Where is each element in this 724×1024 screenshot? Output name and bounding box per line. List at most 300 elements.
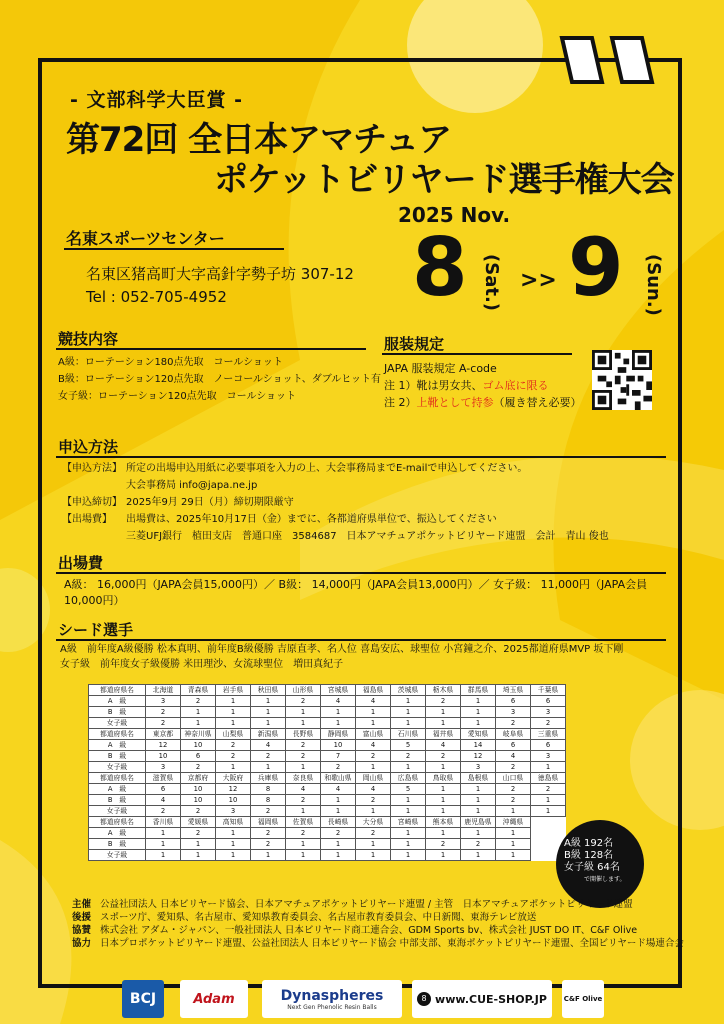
seeds-line-1: A級 前年度A級優勝 松本真明、前年度B級優勝 吉原直孝、名人位 喜島安広、球聖位 小宮鐘之介、2025都道府県MVP 坂下剛 bbox=[60, 644, 624, 655]
credit-label: 主催 bbox=[72, 899, 92, 910]
seeds-line-2: 女子級 前年度女子級優勝 米田理沙、女流球聖位 増田真紀子 bbox=[60, 659, 344, 670]
row-label-cell: 女子級 bbox=[89, 762, 146, 773]
total-w: 女子級 64名 bbox=[564, 862, 620, 873]
table-cell: 福井県 bbox=[426, 729, 461, 740]
table-cell: 2 bbox=[146, 806, 181, 817]
application-deadline-row bbox=[62, 494, 672, 511]
table-cell: 2 bbox=[496, 718, 531, 729]
table-cell: 1 bbox=[461, 828, 496, 839]
dress-underline bbox=[382, 353, 572, 355]
table-header-row bbox=[89, 685, 566, 696]
table-cell: 2 bbox=[496, 762, 531, 773]
table-cell: 1 bbox=[426, 784, 461, 795]
table-cell: 2 bbox=[391, 751, 426, 762]
table-cell: 6 bbox=[531, 696, 566, 707]
table-cell: 高知県 bbox=[216, 817, 251, 828]
dyna-sub: Next Gen Phenolic Resin Balls bbox=[287, 1003, 377, 1011]
table-cell: 3 bbox=[461, 762, 496, 773]
eight-ball-icon: 8 bbox=[417, 992, 431, 1006]
table-cell: 1 bbox=[356, 707, 391, 718]
table-cell: 1 bbox=[391, 806, 426, 817]
table-cell: 青森県 bbox=[181, 685, 216, 696]
table-cell: 4 bbox=[321, 784, 356, 795]
table-cell: 4 bbox=[321, 696, 356, 707]
table-row bbox=[89, 762, 566, 773]
table-cell: 1 bbox=[321, 795, 356, 806]
dynaspheres-logo[interactable] bbox=[262, 980, 402, 1018]
table-cell: 1 bbox=[286, 850, 321, 861]
table-cell: 1 bbox=[286, 762, 321, 773]
table-row bbox=[89, 828, 566, 839]
table-cell: 1 bbox=[181, 850, 216, 861]
adam-logo[interactable]: Adam bbox=[180, 980, 248, 1018]
total-b: B級 128名 bbox=[564, 850, 614, 861]
table-cell: 1 bbox=[216, 850, 251, 861]
table-cell: 2 bbox=[356, 751, 391, 762]
table-cell: 神奈川県 bbox=[181, 729, 216, 740]
table-cell: 1 bbox=[146, 828, 181, 839]
table-cell: 10 bbox=[216, 795, 251, 806]
table-cell: 大阪府 bbox=[216, 773, 251, 784]
cueshop-text: www.CUE-SHOP.JP bbox=[435, 992, 547, 1006]
total-note: で開催します。 bbox=[584, 876, 626, 883]
table-cell: 1 bbox=[461, 850, 496, 861]
date-year-month: 2025 Nov. bbox=[398, 203, 511, 227]
quota-table bbox=[88, 684, 566, 861]
date-day-2: 9 bbox=[568, 221, 624, 314]
application-fee-row bbox=[62, 511, 672, 528]
table-cell: 長崎県 bbox=[321, 817, 356, 828]
cueshop-logo[interactable] bbox=[412, 980, 552, 1018]
table-cell: 奈良県 bbox=[286, 773, 321, 784]
table-cell: 1 bbox=[216, 762, 251, 773]
title-line-2: ポケットビリヤード選手権大会 bbox=[214, 160, 674, 200]
table-cell: 1 bbox=[496, 806, 531, 817]
fees-text: A級： 16,000円（JAPA会員15,000円）／ B級： 14,000円（JAPA会員13,000円）／ 女子級： 11,000円（JAPA会員10,000円） bbox=[64, 578, 648, 607]
credit-text: 日本プロポケットビリヤード連盟、公益社団法人 日本ビリヤード協会 中部支部、東海ポケットビリヤード連盟、全国ビリヤード場連合会 bbox=[100, 938, 684, 949]
table-cell: 12 bbox=[216, 784, 251, 795]
dress-note-2-prefix: 注 2） bbox=[384, 396, 417, 409]
seeds-heading: シード選手 bbox=[58, 621, 134, 639]
table-cell: 1 bbox=[321, 839, 356, 850]
table-cell: 千葉県 bbox=[531, 685, 566, 696]
table-cell: 2 bbox=[426, 839, 461, 850]
table-cell: 8 bbox=[251, 795, 286, 806]
table-cell: 1 bbox=[426, 762, 461, 773]
table-row bbox=[89, 784, 566, 795]
table-cell: 2 bbox=[251, 828, 286, 839]
table-cell: 1 bbox=[461, 718, 496, 729]
dress-block bbox=[384, 360, 584, 411]
table-cell: 山形県 bbox=[286, 685, 321, 696]
table-cell: 1 bbox=[426, 828, 461, 839]
table-cell: 滋賀県 bbox=[146, 773, 181, 784]
row-label-cell: 都道府県名 bbox=[89, 817, 146, 828]
fees-underline bbox=[56, 572, 666, 574]
table-cell: 鳥取県 bbox=[426, 773, 461, 784]
table-cell: 3 bbox=[531, 751, 566, 762]
dress-heading: 服装規定 bbox=[384, 335, 445, 353]
table-cell: 4 bbox=[251, 740, 286, 751]
table-cell: 2 bbox=[286, 795, 321, 806]
table-cell: 2 bbox=[461, 839, 496, 850]
application-deadline-text: 2025年9月 29日（月）締切期限厳守 bbox=[126, 497, 294, 508]
table-cell: 愛知県 bbox=[461, 729, 496, 740]
table-cell: 10 bbox=[321, 740, 356, 751]
table-cell: 6 bbox=[531, 740, 566, 751]
cf-olive-logo[interactable]: C&F Olive bbox=[562, 980, 604, 1018]
competition-line: B級：ローテーション120点先取 ノーコールショット、ダブルヒット有 bbox=[58, 374, 381, 385]
table-cell: 1 bbox=[321, 707, 356, 718]
application-bank: 三菱UFJ銀行 植田支店 普通口座 3584687 日本アマチュアポケットビリヤード連盟 会計 青山 俊也 bbox=[126, 531, 609, 542]
credit-label: 後援 bbox=[72, 912, 92, 923]
seeds-block bbox=[60, 642, 680, 672]
table-row bbox=[89, 839, 566, 850]
application-method-text: 所定の出場申込用紙に必要事項を入力の上、大会事務局までE-mailで申込してください。 bbox=[126, 463, 528, 474]
table-row bbox=[89, 751, 566, 762]
table-cell: 4 bbox=[356, 696, 391, 707]
table-cell: 2 bbox=[286, 828, 321, 839]
table-cell: 1 bbox=[251, 707, 286, 718]
table-cell: 2 bbox=[426, 696, 461, 707]
table-cell: 2 bbox=[531, 784, 566, 795]
row-label-cell: A 級 bbox=[89, 828, 146, 839]
bcj-logo[interactable]: BCJ bbox=[122, 980, 164, 1018]
table-row bbox=[89, 806, 566, 817]
table-row bbox=[89, 850, 566, 861]
table-cell: 8 bbox=[251, 784, 286, 795]
table-cell: 2 bbox=[356, 795, 391, 806]
table-cell: 1 bbox=[496, 828, 531, 839]
credit-row bbox=[72, 924, 692, 937]
competition-line: A級：ローテーション180点先取 コールショット bbox=[58, 357, 283, 368]
table-cell: 1 bbox=[181, 839, 216, 850]
table-cell: 1 bbox=[321, 850, 356, 861]
row-label-cell: 都道府県名 bbox=[89, 685, 146, 696]
table-cell: 1 bbox=[146, 839, 181, 850]
table-cell: 岩手県 bbox=[216, 685, 251, 696]
row-label-cell: A 級 bbox=[89, 784, 146, 795]
date-dow-1: (Sat.) bbox=[481, 254, 502, 312]
table-cell: 1 bbox=[251, 696, 286, 707]
application-method-label: 【申込方法】 bbox=[62, 463, 122, 474]
table-cell: 富山県 bbox=[356, 729, 391, 740]
title-line-1: 第72回 全日本アマチュア bbox=[66, 120, 452, 160]
row-label-cell: 女子級 bbox=[89, 718, 146, 729]
table-cell bbox=[531, 817, 566, 828]
venue-name: 名東スポーツセンター bbox=[66, 229, 225, 248]
table-cell: 2 bbox=[321, 762, 356, 773]
table-cell: 1 bbox=[426, 707, 461, 718]
table-cell: 1 bbox=[531, 762, 566, 773]
table-cell: 2 bbox=[216, 751, 251, 762]
dress-note-2 bbox=[384, 394, 584, 411]
table-cell: 4 bbox=[146, 795, 181, 806]
table-cell: 福岡県 bbox=[251, 817, 286, 828]
row-label-cell: B 級 bbox=[89, 795, 146, 806]
table-header-row bbox=[89, 729, 566, 740]
table-cell: 1 bbox=[146, 850, 181, 861]
table-cell: 2 bbox=[286, 696, 321, 707]
credits-block bbox=[72, 898, 692, 950]
row-label-cell: 女子級 bbox=[89, 850, 146, 861]
table-cell: 新潟県 bbox=[251, 729, 286, 740]
application-deadline-label: 【申込締切】 bbox=[62, 497, 122, 508]
row-label-cell: 女子級 bbox=[89, 806, 146, 817]
table-cell: 4 bbox=[426, 740, 461, 751]
table-cell: 2 bbox=[251, 839, 286, 850]
table-cell: 徳島県 bbox=[531, 773, 566, 784]
table-row bbox=[89, 718, 566, 729]
credit-text: 公益社団法人 日本ビリヤード協会、日本アマチュアポケットビリヤード連盟 / 主管 日本アマチュアポケットビリヤード連盟 bbox=[100, 899, 633, 910]
table-cell: 京都府 bbox=[181, 773, 216, 784]
credit-label: 協力 bbox=[72, 938, 92, 949]
table-cell: 2 bbox=[286, 740, 321, 751]
table-cell: 6 bbox=[496, 740, 531, 751]
table-cell: 2 bbox=[356, 828, 391, 839]
table-cell: 1 bbox=[321, 718, 356, 729]
table-cell: 山口県 bbox=[496, 773, 531, 784]
table-cell: 1 bbox=[461, 707, 496, 718]
table-cell: 4 bbox=[286, 784, 321, 795]
total-a: A級 192名 bbox=[564, 838, 614, 849]
dyna-name: Dynaspheres bbox=[280, 987, 384, 1004]
table-cell: 1 bbox=[286, 718, 321, 729]
table-cell: 1 bbox=[216, 839, 251, 850]
application-heading: 申込方法 bbox=[58, 438, 119, 456]
table-cell: 1 bbox=[356, 850, 391, 861]
credit-text: 株式会社 アダム・ジャパン、一般社団法人 日本ビリヤード商工連合会、GDM Sports bv、株式会社 JUST DO IT、C&F Olive bbox=[100, 925, 638, 936]
table-cell: 福島県 bbox=[356, 685, 391, 696]
table-cell: 6 bbox=[181, 751, 216, 762]
award-label: - 文部科学大臣賞 - bbox=[70, 89, 244, 111]
table-cell: 2 bbox=[286, 751, 321, 762]
table-cell: 宮崎県 bbox=[391, 817, 426, 828]
date-dow-2: (Sun.) bbox=[643, 254, 664, 316]
table-cell: 1 bbox=[426, 795, 461, 806]
table-cell: 和歌山県 bbox=[321, 773, 356, 784]
table-cell: 岐阜県 bbox=[496, 729, 531, 740]
application-method-row bbox=[62, 460, 672, 477]
credit-text: スポーツ庁、愛知県、名古屋市、愛知県教育委員会、名古屋市教育委員会、中日新聞、東海テレビ放送 bbox=[100, 912, 537, 923]
table-cell: 1 bbox=[391, 696, 426, 707]
table-cell: 10 bbox=[181, 740, 216, 751]
table-cell: 1 bbox=[426, 850, 461, 861]
table-cell: 1 bbox=[391, 718, 426, 729]
table-cell: 1 bbox=[391, 707, 426, 718]
credit-row bbox=[72, 898, 692, 911]
table-cell: 兵庫県 bbox=[251, 773, 286, 784]
table-cell: 3 bbox=[216, 806, 251, 817]
table-cell: 山梨県 bbox=[216, 729, 251, 740]
table-cell: 1 bbox=[286, 806, 321, 817]
table-cell: 埼玉県 bbox=[496, 685, 531, 696]
table-cell: 宮城県 bbox=[321, 685, 356, 696]
date-day-1: 8 bbox=[412, 221, 468, 314]
table-cell: 広島県 bbox=[391, 773, 426, 784]
table-cell: 1 bbox=[216, 707, 251, 718]
table-cell: 1 bbox=[461, 795, 496, 806]
table-row bbox=[89, 696, 566, 707]
table-cell: 12 bbox=[146, 740, 181, 751]
table-cell: 1 bbox=[181, 707, 216, 718]
table-cell bbox=[531, 828, 566, 839]
table-cell: 1 bbox=[216, 696, 251, 707]
row-label-cell: 都道府県名 bbox=[89, 729, 146, 740]
row-label-cell: B 級 bbox=[89, 839, 146, 850]
dress-note-2-red: 上靴として持参 bbox=[416, 396, 494, 409]
credit-label: 協賛 bbox=[72, 925, 92, 936]
table-cell: 静岡県 bbox=[321, 729, 356, 740]
table-cell: 1 bbox=[356, 718, 391, 729]
application-fee-text: 出場費は、2025年10月17日（金）までに、各都道府県単位で、振込してください bbox=[126, 514, 497, 525]
table-cell: 2 bbox=[181, 828, 216, 839]
competition-underline bbox=[56, 348, 366, 350]
table-cell: 2 bbox=[146, 707, 181, 718]
table-cell: 3 bbox=[531, 707, 566, 718]
application-fee-label: 【出場費】 bbox=[62, 514, 112, 525]
row-label-cell: B 級 bbox=[89, 751, 146, 762]
table-cell: 4 bbox=[496, 751, 531, 762]
table-cell: 2 bbox=[531, 718, 566, 729]
table-cell: 群馬県 bbox=[461, 685, 496, 696]
table-cell: 1 bbox=[496, 839, 531, 850]
table-cell: 2 bbox=[426, 751, 461, 762]
table-cell: 1 bbox=[356, 762, 391, 773]
table-cell: 1 bbox=[426, 718, 461, 729]
table-cell: 1 bbox=[461, 784, 496, 795]
fees-heading: 出場費 bbox=[58, 554, 104, 572]
table-cell: 1 bbox=[356, 806, 391, 817]
table-cell: 2 bbox=[181, 762, 216, 773]
table-cell: 10 bbox=[181, 784, 216, 795]
table-cell: 2 bbox=[496, 795, 531, 806]
table-row bbox=[89, 740, 566, 751]
table-cell: 5 bbox=[391, 740, 426, 751]
table-cell: 石川県 bbox=[391, 729, 426, 740]
table-cell: 1 bbox=[531, 806, 566, 817]
competition-heading: 競技内容 bbox=[58, 330, 119, 348]
table-cell: 10 bbox=[146, 751, 181, 762]
table-cell: 北海道 bbox=[146, 685, 181, 696]
table-cell: 1 bbox=[216, 718, 251, 729]
table-cell: 1 bbox=[181, 718, 216, 729]
table-cell: 14 bbox=[461, 740, 496, 751]
table-cell: 2 bbox=[181, 696, 216, 707]
table-cell: 1 bbox=[321, 806, 356, 817]
table-cell: 3 bbox=[146, 762, 181, 773]
table-cell: 6 bbox=[496, 696, 531, 707]
table-cell: 沖縄県 bbox=[496, 817, 531, 828]
row-label-cell: 都道府県名 bbox=[89, 773, 146, 784]
dress-note-1-prefix: 注 1）靴は男女共、 bbox=[384, 379, 483, 392]
table-cell: 1 bbox=[391, 828, 426, 839]
table-cell: 1 bbox=[391, 850, 426, 861]
table-cell: 1 bbox=[496, 850, 531, 861]
application-office: 大会事務局 info@japa.ne.jp bbox=[126, 480, 258, 491]
table-cell: 2 bbox=[181, 806, 216, 817]
table-cell: 島根県 bbox=[461, 773, 496, 784]
table-cell: 1 bbox=[251, 850, 286, 861]
table-cell: 2 bbox=[496, 784, 531, 795]
row-label-cell: A 級 bbox=[89, 696, 146, 707]
table-cell: 岡山県 bbox=[356, 773, 391, 784]
table-cell: 1 bbox=[216, 828, 251, 839]
dress-note-1 bbox=[384, 377, 584, 394]
date-arrows: >> bbox=[520, 268, 557, 293]
table-cell: 佐賀県 bbox=[286, 817, 321, 828]
table-cell: 1 bbox=[461, 806, 496, 817]
table-cell: 7 bbox=[321, 751, 356, 762]
table-cell: 10 bbox=[181, 795, 216, 806]
table-cell: 熊本県 bbox=[426, 817, 461, 828]
qr-code[interactable] bbox=[592, 350, 652, 410]
table-cell: 大分県 bbox=[356, 817, 391, 828]
table-cell: 2 bbox=[146, 718, 181, 729]
row-label-cell: B 級 bbox=[89, 707, 146, 718]
application-block bbox=[62, 460, 672, 545]
table-cell: 東京都 bbox=[146, 729, 181, 740]
table-cell: 秋田県 bbox=[251, 685, 286, 696]
table-cell: 1 bbox=[286, 839, 321, 850]
dress-code: JAPA 服装規定 A-code bbox=[384, 362, 497, 375]
table-cell: 1 bbox=[426, 806, 461, 817]
table-cell: 3 bbox=[146, 696, 181, 707]
competition-list bbox=[58, 354, 398, 405]
credit-row bbox=[72, 937, 692, 950]
table-header-row bbox=[89, 817, 566, 828]
table-cell: 三重県 bbox=[531, 729, 566, 740]
table-cell: 1 bbox=[251, 718, 286, 729]
totals-circle bbox=[556, 820, 644, 908]
row-label-cell: A 級 bbox=[89, 740, 146, 751]
table-cell: 1 bbox=[391, 762, 426, 773]
seeds-underline bbox=[56, 639, 666, 641]
table-cell: 3 bbox=[496, 707, 531, 718]
table-cell: 5 bbox=[391, 784, 426, 795]
table-cell: 2 bbox=[216, 740, 251, 751]
table-cell: 1 bbox=[356, 839, 391, 850]
credit-row bbox=[72, 911, 692, 924]
dress-note-2-suffix: （履き替え必要） bbox=[493, 396, 582, 409]
table-cell: 6 bbox=[146, 784, 181, 795]
dress-note-1-red: ゴム底に限る bbox=[482, 379, 549, 392]
table-row bbox=[89, 795, 566, 806]
table-cell: 1 bbox=[461, 696, 496, 707]
table-cell: 茨城県 bbox=[391, 685, 426, 696]
table-cell: 2 bbox=[251, 806, 286, 817]
table-cell: 4 bbox=[356, 784, 391, 795]
application-underline bbox=[56, 456, 666, 458]
table-row bbox=[89, 707, 566, 718]
competition-line: 女子級：ローテーション120点先取 コールショット bbox=[58, 391, 297, 402]
table-cell: 1 bbox=[391, 795, 426, 806]
table-cell: 1 bbox=[531, 795, 566, 806]
table-cell: 長野県 bbox=[286, 729, 321, 740]
table-cell: 1 bbox=[286, 707, 321, 718]
table-cell: 香川県 bbox=[146, 817, 181, 828]
decorative-parallelograms bbox=[548, 30, 668, 86]
table-cell: 栃木県 bbox=[426, 685, 461, 696]
table-cell: 1 bbox=[391, 839, 426, 850]
table-header-row bbox=[89, 773, 566, 784]
table-cell: 2 bbox=[321, 828, 356, 839]
table-cell: 2 bbox=[251, 751, 286, 762]
table-cell: 鹿児島県 bbox=[461, 817, 496, 828]
venue-underline bbox=[64, 248, 284, 250]
venue-tel: Tel : 052-705-4952 bbox=[86, 288, 227, 306]
venue-address: 名東区猪高町大字高針字勢子坊 307-12 bbox=[86, 265, 354, 283]
